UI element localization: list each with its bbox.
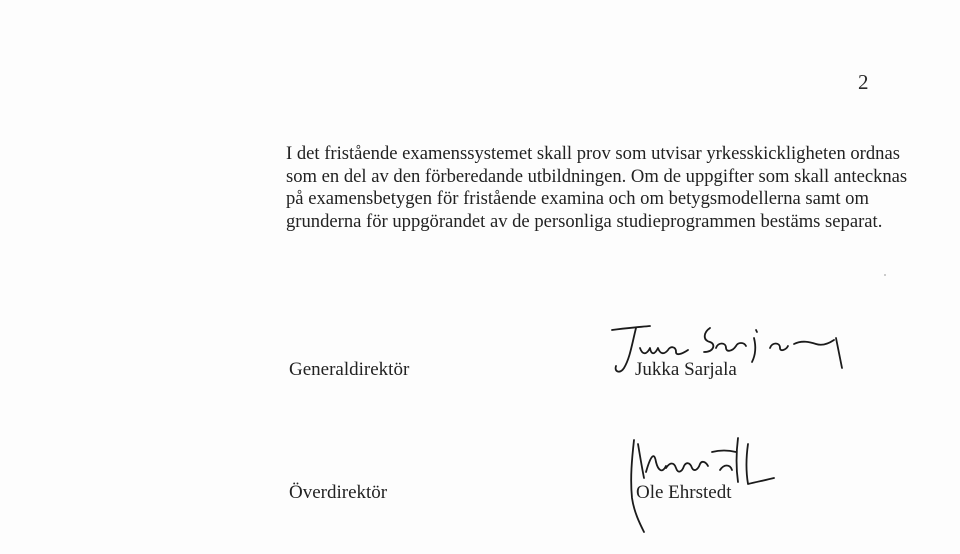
- body-paragraph: [286, 143, 941, 233]
- paragraph-line: på examensbetygen för fristående examina och om betygsmodellerna samt om: [286, 188, 869, 209]
- signer-name-ehrstedt: Ole Ehrstedt: [636, 482, 732, 503]
- scan-speck: [884, 274, 886, 276]
- signer-name-sarjala: Jukka Sarjala: [635, 359, 737, 380]
- page-number: 2: [858, 70, 869, 94]
- signer-title-generaldirektor: Generaldirektör: [289, 359, 410, 380]
- signer-title-overdirektor: Överdirektör: [289, 482, 388, 503]
- paragraph-line: I det fristående examenssystemet skall prov som utvisar yrkesskickligheten ordnas: [286, 143, 900, 164]
- paragraph-line: grunderna för uppgörandet av de personliga studieprogrammen bestäms separat.: [286, 210, 883, 232]
- paragraph-line: som en del av den förberedande utbildningen. Om de uppgifter som skall antecknas: [286, 165, 908, 187]
